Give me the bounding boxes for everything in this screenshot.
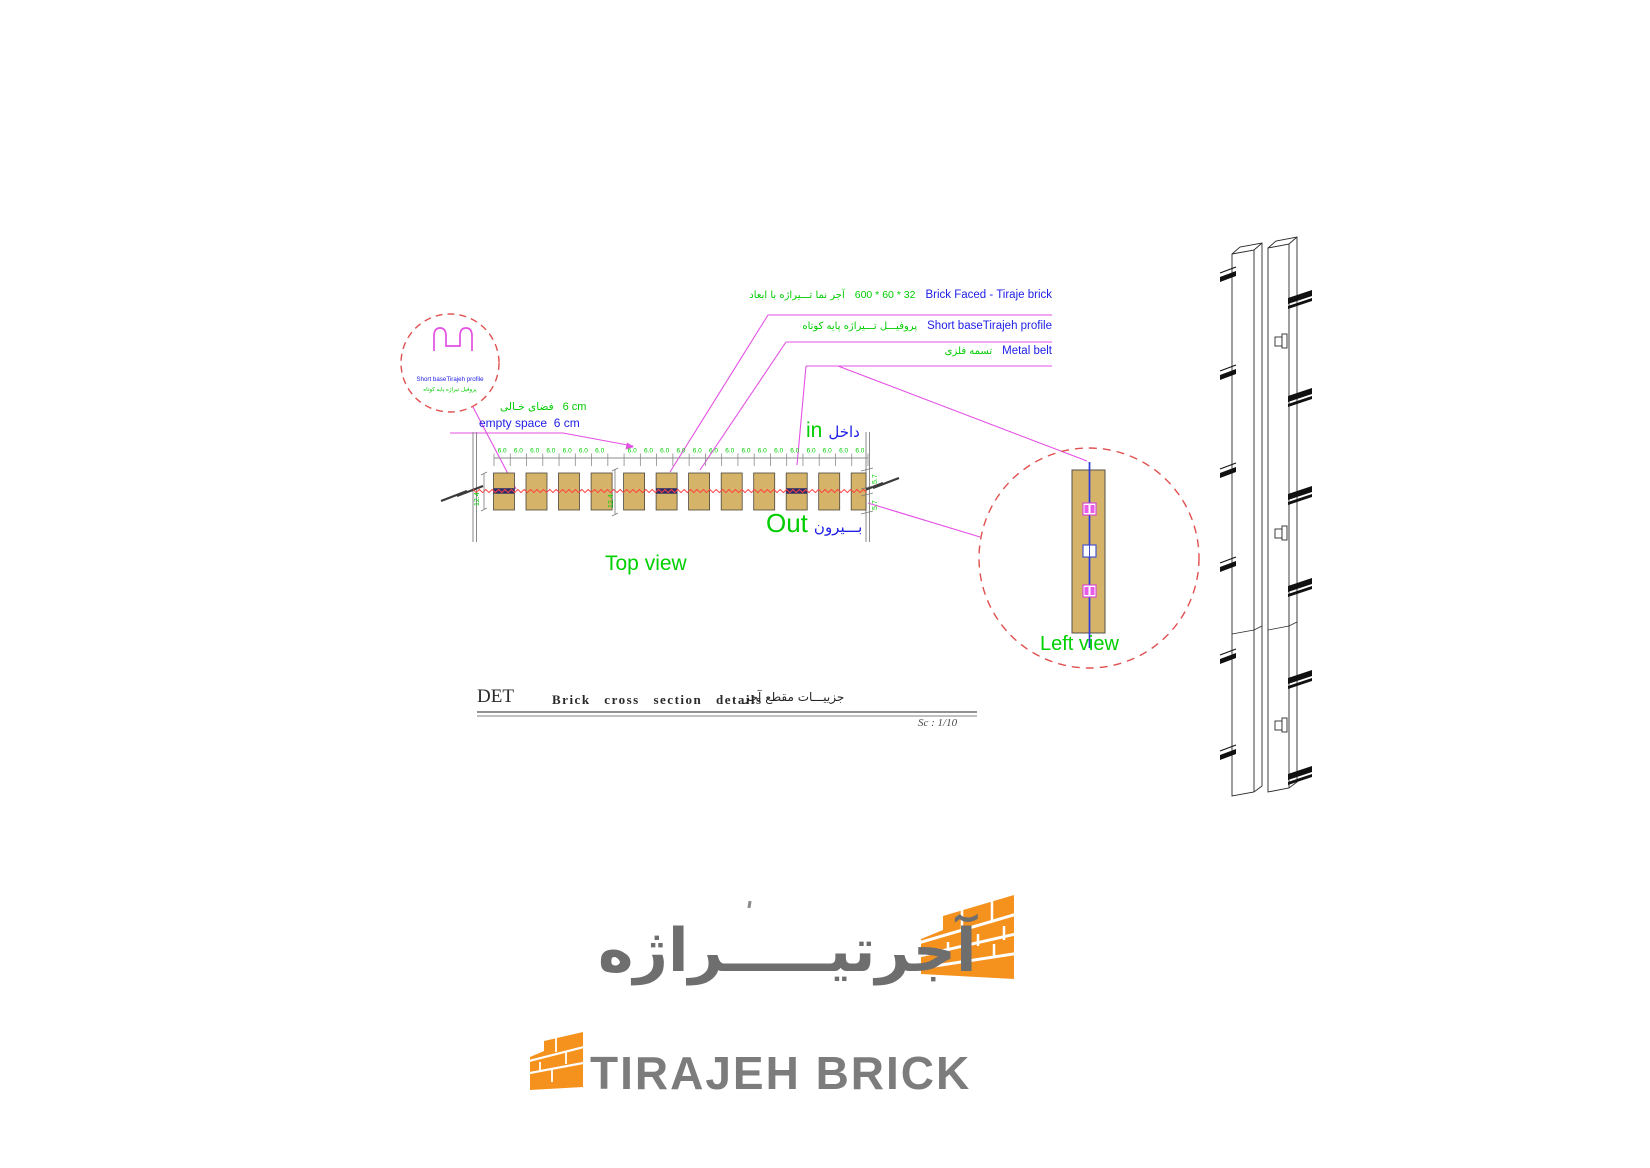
edge-dim-top: 5.7 — [872, 474, 879, 484]
callout-metal-belt-en: Metal belt — [1002, 345, 1052, 357]
top-view-caption: Top view — [605, 552, 687, 575]
callout-metal-belt — [945, 345, 1052, 357]
callout-short-base-profile-fa: پروفیـــل تـــیراژه پایه کوتاه — [802, 321, 918, 332]
detail-circle-label-en: Short baseTirajeh profile — [416, 376, 484, 383]
in-label-en: in — [806, 419, 823, 442]
empty-space-label-fa: فضای خـالی 6 cm — [500, 401, 587, 413]
dim-label: 6.0 — [790, 447, 800, 455]
title-block-rules — [477, 712, 977, 716]
callout-short-base-profile — [802, 320, 1052, 332]
dim-label: 6.0 — [578, 447, 588, 455]
iso-view — [1232, 237, 1297, 796]
dim-label: 6.0 — [497, 447, 507, 455]
logo-english: TIRAJEH BRICK — [590, 1047, 972, 1099]
logo-persian: آجرتیـــــراژه — [598, 916, 977, 986]
scale-note: Sc : 1/10 — [918, 717, 958, 729]
callout-brick-faced-fa: آجر نما تـــیراژه با ابعاد — [749, 290, 845, 301]
left-view-caption: Left view — [1040, 633, 1119, 655]
in-label-fa: داخل — [828, 423, 860, 441]
callout-brick-faced — [749, 289, 1052, 301]
dim-label: 6.0 — [757, 447, 767, 455]
logo-brick-icon-small — [525, 1032, 588, 1090]
out-side-label — [766, 508, 862, 539]
profile-detail-circle — [401, 314, 499, 412]
out-label-en: Out — [766, 508, 808, 538]
detail-title-fa: جزییـــات مقطع آجر — [744, 690, 845, 704]
height-dim-left: 12.4 — [474, 492, 481, 506]
empty-space-label-en: empty space 6 cm — [479, 416, 580, 430]
out-label-fa: بـــیرون — [813, 518, 863, 536]
profile-shape — [434, 328, 472, 351]
callout-brick-dimensions: 600 * 60 * 32 — [854, 289, 916, 301]
dim-label: 6.0 — [530, 447, 540, 455]
dim-label: 6.0 — [708, 447, 719, 455]
dim-label: 6.0 — [822, 447, 832, 455]
dim-label: 6.0 — [676, 447, 686, 455]
edge-dim-bottom: 5.7 — [872, 500, 879, 510]
callout-brick-faced-en: Brick Faced - Tiraje brick — [925, 289, 1052, 301]
dim-label: 6.0 — [692, 447, 702, 455]
dim-label: 6.0 — [562, 447, 572, 455]
dim-label: 6.0 — [741, 447, 751, 455]
in-side-label — [806, 419, 860, 443]
dim-label: 6.0 — [660, 447, 670, 455]
detail-circle-label-fa: پروفیل تیراژه پایه کوتاه — [423, 387, 477, 393]
dim-label: 6.0 — [643, 447, 654, 455]
dim-label: 6.0 — [806, 447, 816, 455]
dimension-line — [494, 448, 868, 467]
dim-label: 6.0 — [725, 447, 735, 455]
callout-metal-belt-fa: تسمه فلزی — [944, 346, 993, 357]
detail-title-en: Brick cross section details — [552, 692, 763, 707]
dim-label: 6.0 — [774, 447, 784, 455]
dim-label: 6.0 — [546, 447, 556, 455]
dim-label: 6.0 — [513, 447, 523, 455]
height-dim-mid: 12.4 — [608, 494, 615, 508]
dim-label: 6.0 — [839, 447, 849, 455]
dim-label: 6.0 — [855, 447, 865, 455]
empty-space-size: 6 cm — [562, 401, 587, 413]
dim-label: 6.0 — [595, 447, 605, 455]
detail-code: DET — [477, 686, 514, 707]
callout-short-base-profile-en: Short baseTirajeh profile — [927, 320, 1052, 332]
dim-label: 6.0 — [627, 447, 637, 455]
brick — [559, 473, 580, 510]
